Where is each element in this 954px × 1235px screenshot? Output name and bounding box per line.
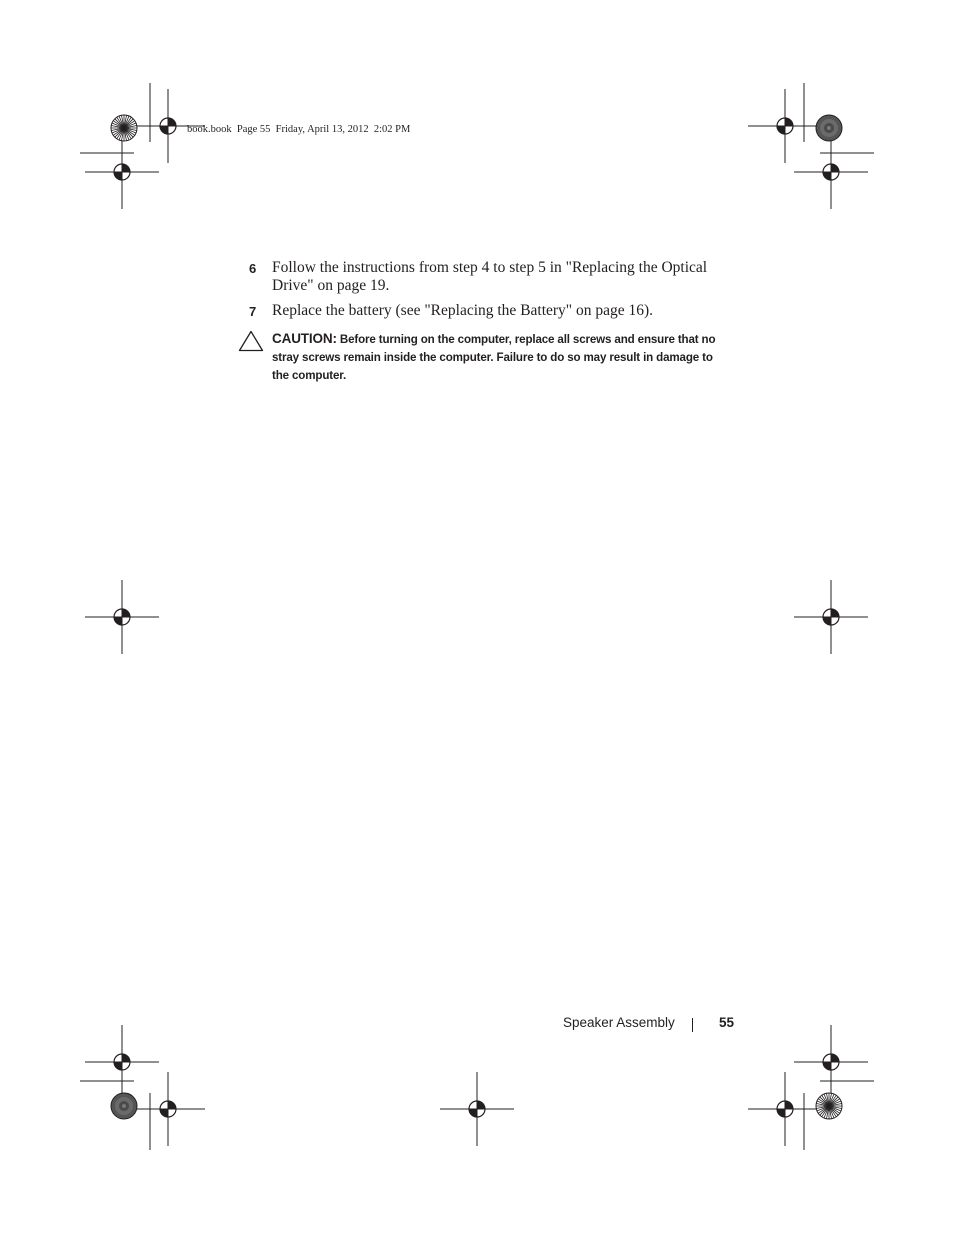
step-number: 6: [249, 261, 257, 276]
step-number: 7: [249, 304, 257, 319]
registration-mark: [85, 580, 159, 654]
color-rosette-icon: [111, 1093, 137, 1119]
caution-label: CAUTION:: [272, 331, 337, 346]
caution-text-line: the computer.: [272, 369, 347, 382]
registration-mark: [794, 1025, 868, 1099]
color-rosette-icon: [816, 1093, 842, 1119]
caution-text-line: stray screws remain inside the computer. Failure to do so may result in damage to: [272, 351, 713, 364]
step-text-line: Drive" on page 19.: [272, 277, 390, 294]
registration-mark: [440, 1072, 514, 1146]
slug-line: book.book Page 55 Friday, April 13, 2012 2:02 PM: [187, 124, 411, 135]
step-text-line: Replace the battery (see "Replacing the Battery" on page 16).: [272, 302, 654, 319]
registration-mark: [85, 135, 159, 209]
crop-mark-lines: [80, 83, 874, 1150]
step-text-line: Follow the instructions from step 4 to step 5 in "Replacing the Optical: [272, 259, 708, 276]
registration-mark: [85, 1025, 159, 1099]
registration-mark: [794, 135, 868, 209]
caution-text-line: Before turning on the computer, replace all screws and ensure that no: [339, 333, 716, 346]
caution-note: [272, 330, 742, 385]
page-number: 55: [719, 1015, 735, 1030]
footer-divider: [692, 1018, 693, 1032]
registration-mark: [794, 580, 868, 654]
footer-section-title: Speaker Assembly: [563, 1015, 675, 1030]
color-rosette-icon: [816, 115, 842, 141]
color-rosette-icon: [111, 115, 137, 141]
registration-mark: [748, 1072, 822, 1146]
caution-triangle-icon: [238, 330, 264, 352]
registration-mark: [748, 89, 822, 163]
registration-mark: [131, 1072, 205, 1146]
